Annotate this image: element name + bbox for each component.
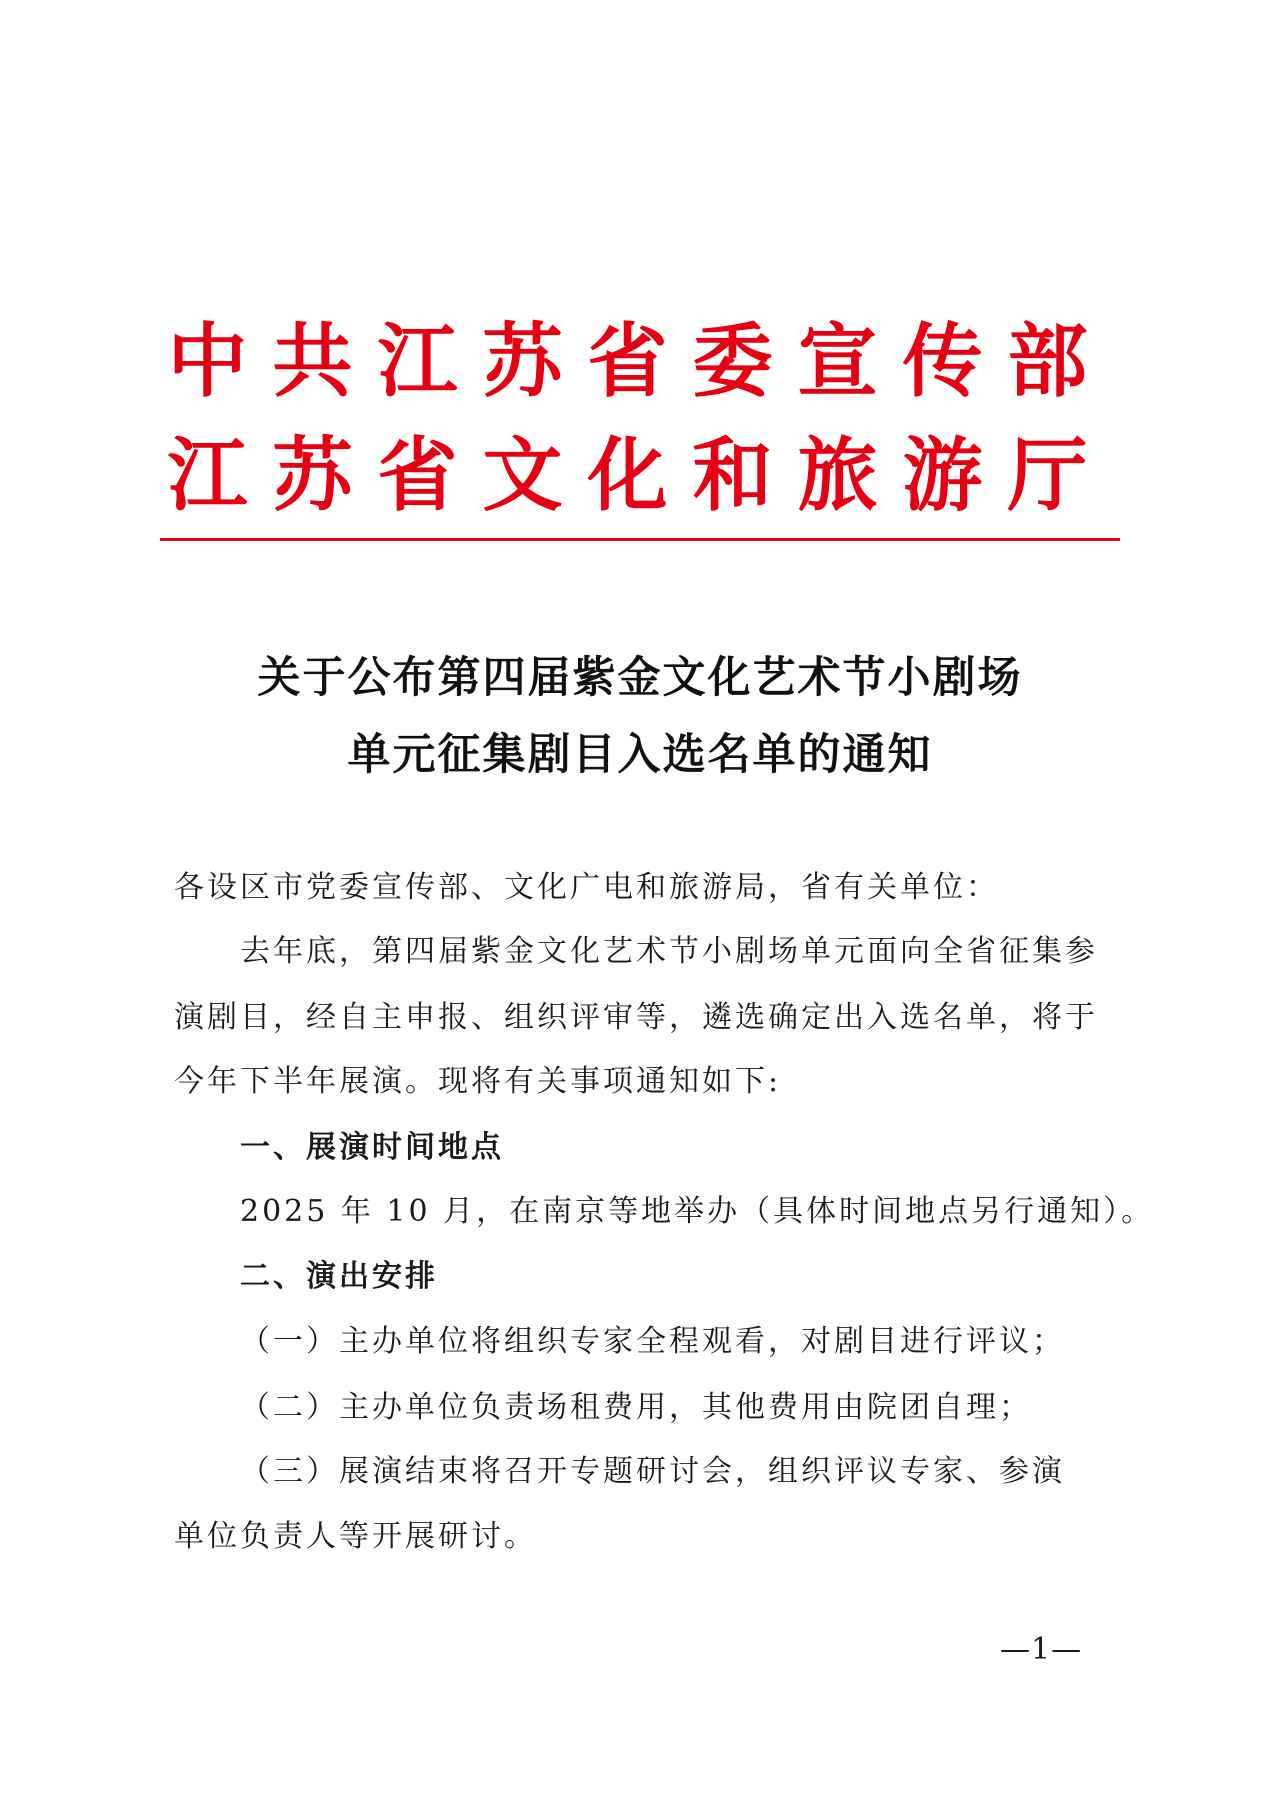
issuing-org-line-2: 江苏省文化和旅游厅: [167, 429, 1113, 522]
intro-paragraph-line-3: 今年下半年展演。现将有关事项通知如下:: [174, 1064, 782, 1099]
section-1-heading: 一、展演时间地点: [240, 1130, 504, 1165]
document-title-line-1: 关于公布第四届紫金文化艺术节小剧场: [257, 653, 1023, 703]
page-number: —1—: [1000, 1632, 1083, 1667]
section-1-text: 2025 年 10 月，在南京等地举办（具体时间地点另行通知）。: [240, 1194, 1155, 1229]
section-2-item-3-line-2: 单位负责人等开展研讨。: [174, 1519, 537, 1554]
section-2-heading: 二、演出安排: [240, 1259, 438, 1294]
section-2-item-1: （一）主办单位将组织专家全程观看，对剧目进行评议；: [240, 1324, 1065, 1359]
salutation: 各设区市党委宣传部、文化广电和旅游局，省有关单位：: [174, 870, 999, 905]
section-2-item-2: （二）主办单位负责场租费用，其他费用由院团自理；: [240, 1390, 1032, 1425]
section-2-item-3-line-1: （三）展演结束将召开专题研讨会，组织评议专家、参演: [240, 1454, 1065, 1489]
document-title-line-2: 单元征集剧目入选名单的通知: [347, 730, 933, 780]
intro-paragraph-line-2: 演剧目，经自主申报、组织评审等，遴选确定出入选名单，将于: [174, 1000, 1098, 1035]
intro-paragraph-line-1: 去年底，第四届紫金文化艺术节小剧场单元面向全省征集参: [240, 934, 1098, 969]
issuing-org-line-1: 中共江苏省委宣传部: [167, 315, 1113, 408]
red-divider-line: [160, 538, 1120, 541]
